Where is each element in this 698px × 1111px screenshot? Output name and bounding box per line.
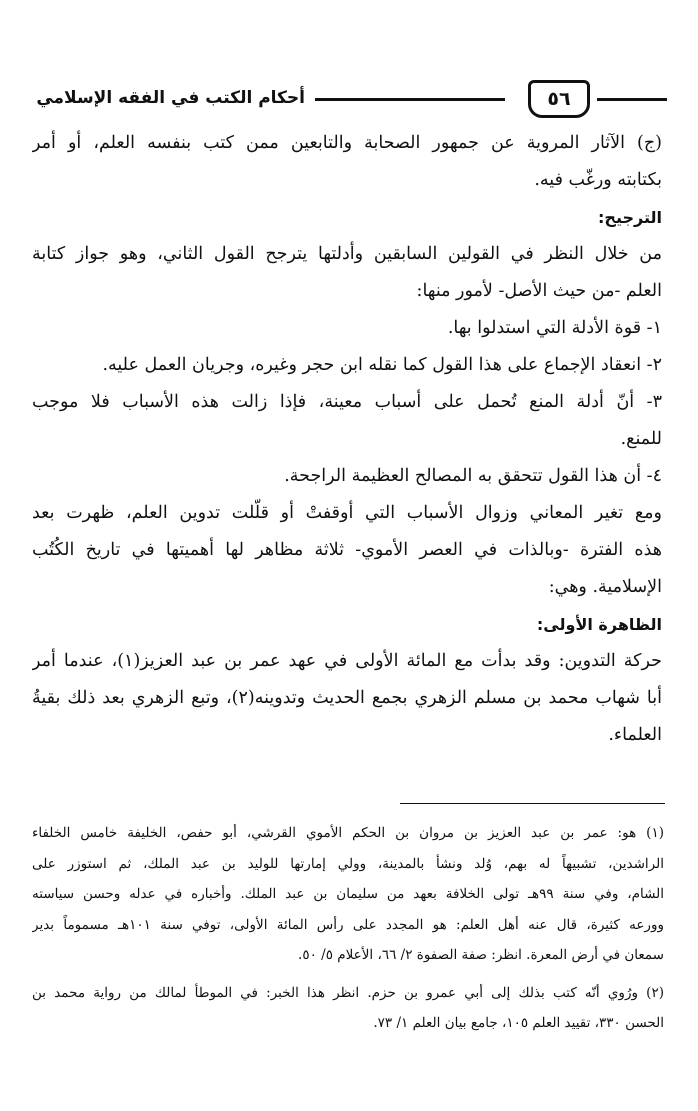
list-item: ٣- أنّ أدلة المنع تُحمل على أسباب معينة، فإذا زالت هذه الأسباب فلا موجب: [32, 392, 662, 412]
text-line: الإسلامية. وهي:: [548, 577, 662, 597]
running-title: أحكام الكتب في الفقه الإسلامي: [36, 88, 305, 108]
text-line: حركة التدوين: وقد بدأت مع المائة الأولى في عهد عمر بن عبد العزيز(١)، عندما أمر: [32, 651, 662, 671]
text-line: العلم -من حيث الأصل- لأمور منها:: [416, 281, 662, 301]
text-line: أبا شهاب محمد بن مسلم الزهري بجمع الحديث وتدوينه(٢)، وتبع الزهري بعد ذلك بقيةُ: [32, 688, 662, 708]
text-line: للمنع.: [620, 429, 662, 449]
list-item: ٤- أن هذا القول تتحقق به المصالح العظيمة الراجحة.: [284, 466, 662, 486]
section-heading-first-phenomenon: الظاهرة الأولى:: [536, 615, 662, 634]
list-item: ٢- انعقاد الإجماع على هذا القول كما نقله ابن حجر وغيره، وجريان العمل عليه.: [102, 355, 662, 375]
text-line: هذه الفترة -وبالذات في العصر الأموي- ثلاثة مظاهر لها أهميتها في تاريخ الكُتُب: [32, 540, 662, 560]
list-item: ١- قوة الأدلة التي استدلوا بها.: [447, 318, 662, 338]
footnotes: [32, 818, 664, 1039]
main-text: [32, 125, 662, 754]
page-number: ٥٦: [528, 80, 590, 118]
footnote-line: (١) هو: عمر بن عبد العزيز بن مروان بن الحكم الأموي القرشي، أبو حفص، الخليفة خامس الخلفاء: [32, 825, 664, 841]
footnote-line: الحسن ٣٣٠، تقييد العلم ١٠٥، جامع بيان العلم ١/ ٧٣.: [373, 1015, 664, 1031]
footnote-separator: [400, 803, 665, 804]
text-line: (ج) الآثار المروية عن جمهور الصحابة والتابعين ممن كتب بنفسه العلم، أو أمر: [32, 133, 662, 153]
section-heading-tarjih: الترجيح:: [598, 208, 662, 227]
page-header: [30, 80, 670, 120]
footnote-line: الراشدين، تشبيهاً له بهم، وُلد ونشأ بالمدينة، وولي إمارتها للوليد بن عبد الملك، ثم استوزر على: [32, 855, 664, 872]
footnote-line: الشام، وفي سنة ٩٩هـ تولى الخلافة بعهد من سليمان بن عبد الملك. وأخباره في عدله وحسن سياسته: [32, 886, 664, 902]
text-line: من خلال النظر في القولين السابقين وأدلتها يترجح القول الثاني، وهو جواز كتابة: [32, 244, 662, 264]
text-line: بكتابته ورغّب فيه.: [534, 170, 662, 190]
text-line: العلماء.: [608, 725, 662, 745]
footnote-line: سمعان في أرض المعرة. انظر: صفة الصفوة ٢/ ٦٦، الأعلام ٥/ ٥٠.: [298, 947, 664, 963]
text-line: ومع تغير المعاني وزوال الأسباب التي أوقفتْ أو قلّلت تدوين العلم، ظهرت بعد: [32, 503, 662, 523]
header-rule-left: [315, 98, 505, 101]
footnote-line: (٢) ورُوي أنّه كتب بذلك إلى أبي عمرو بن حزم. انظر هذا الخبر: في الموطأ لمالك من رواية محمد بن: [32, 984, 664, 1001]
footnote-line: وورعه كثيرة، قال عنه أهل العلم: هو المجدد على رأس المائة الأولى، توفي سنة ١٠١هـ مسموماً بدير: [32, 916, 664, 933]
header-rule-right: [597, 98, 667, 101]
